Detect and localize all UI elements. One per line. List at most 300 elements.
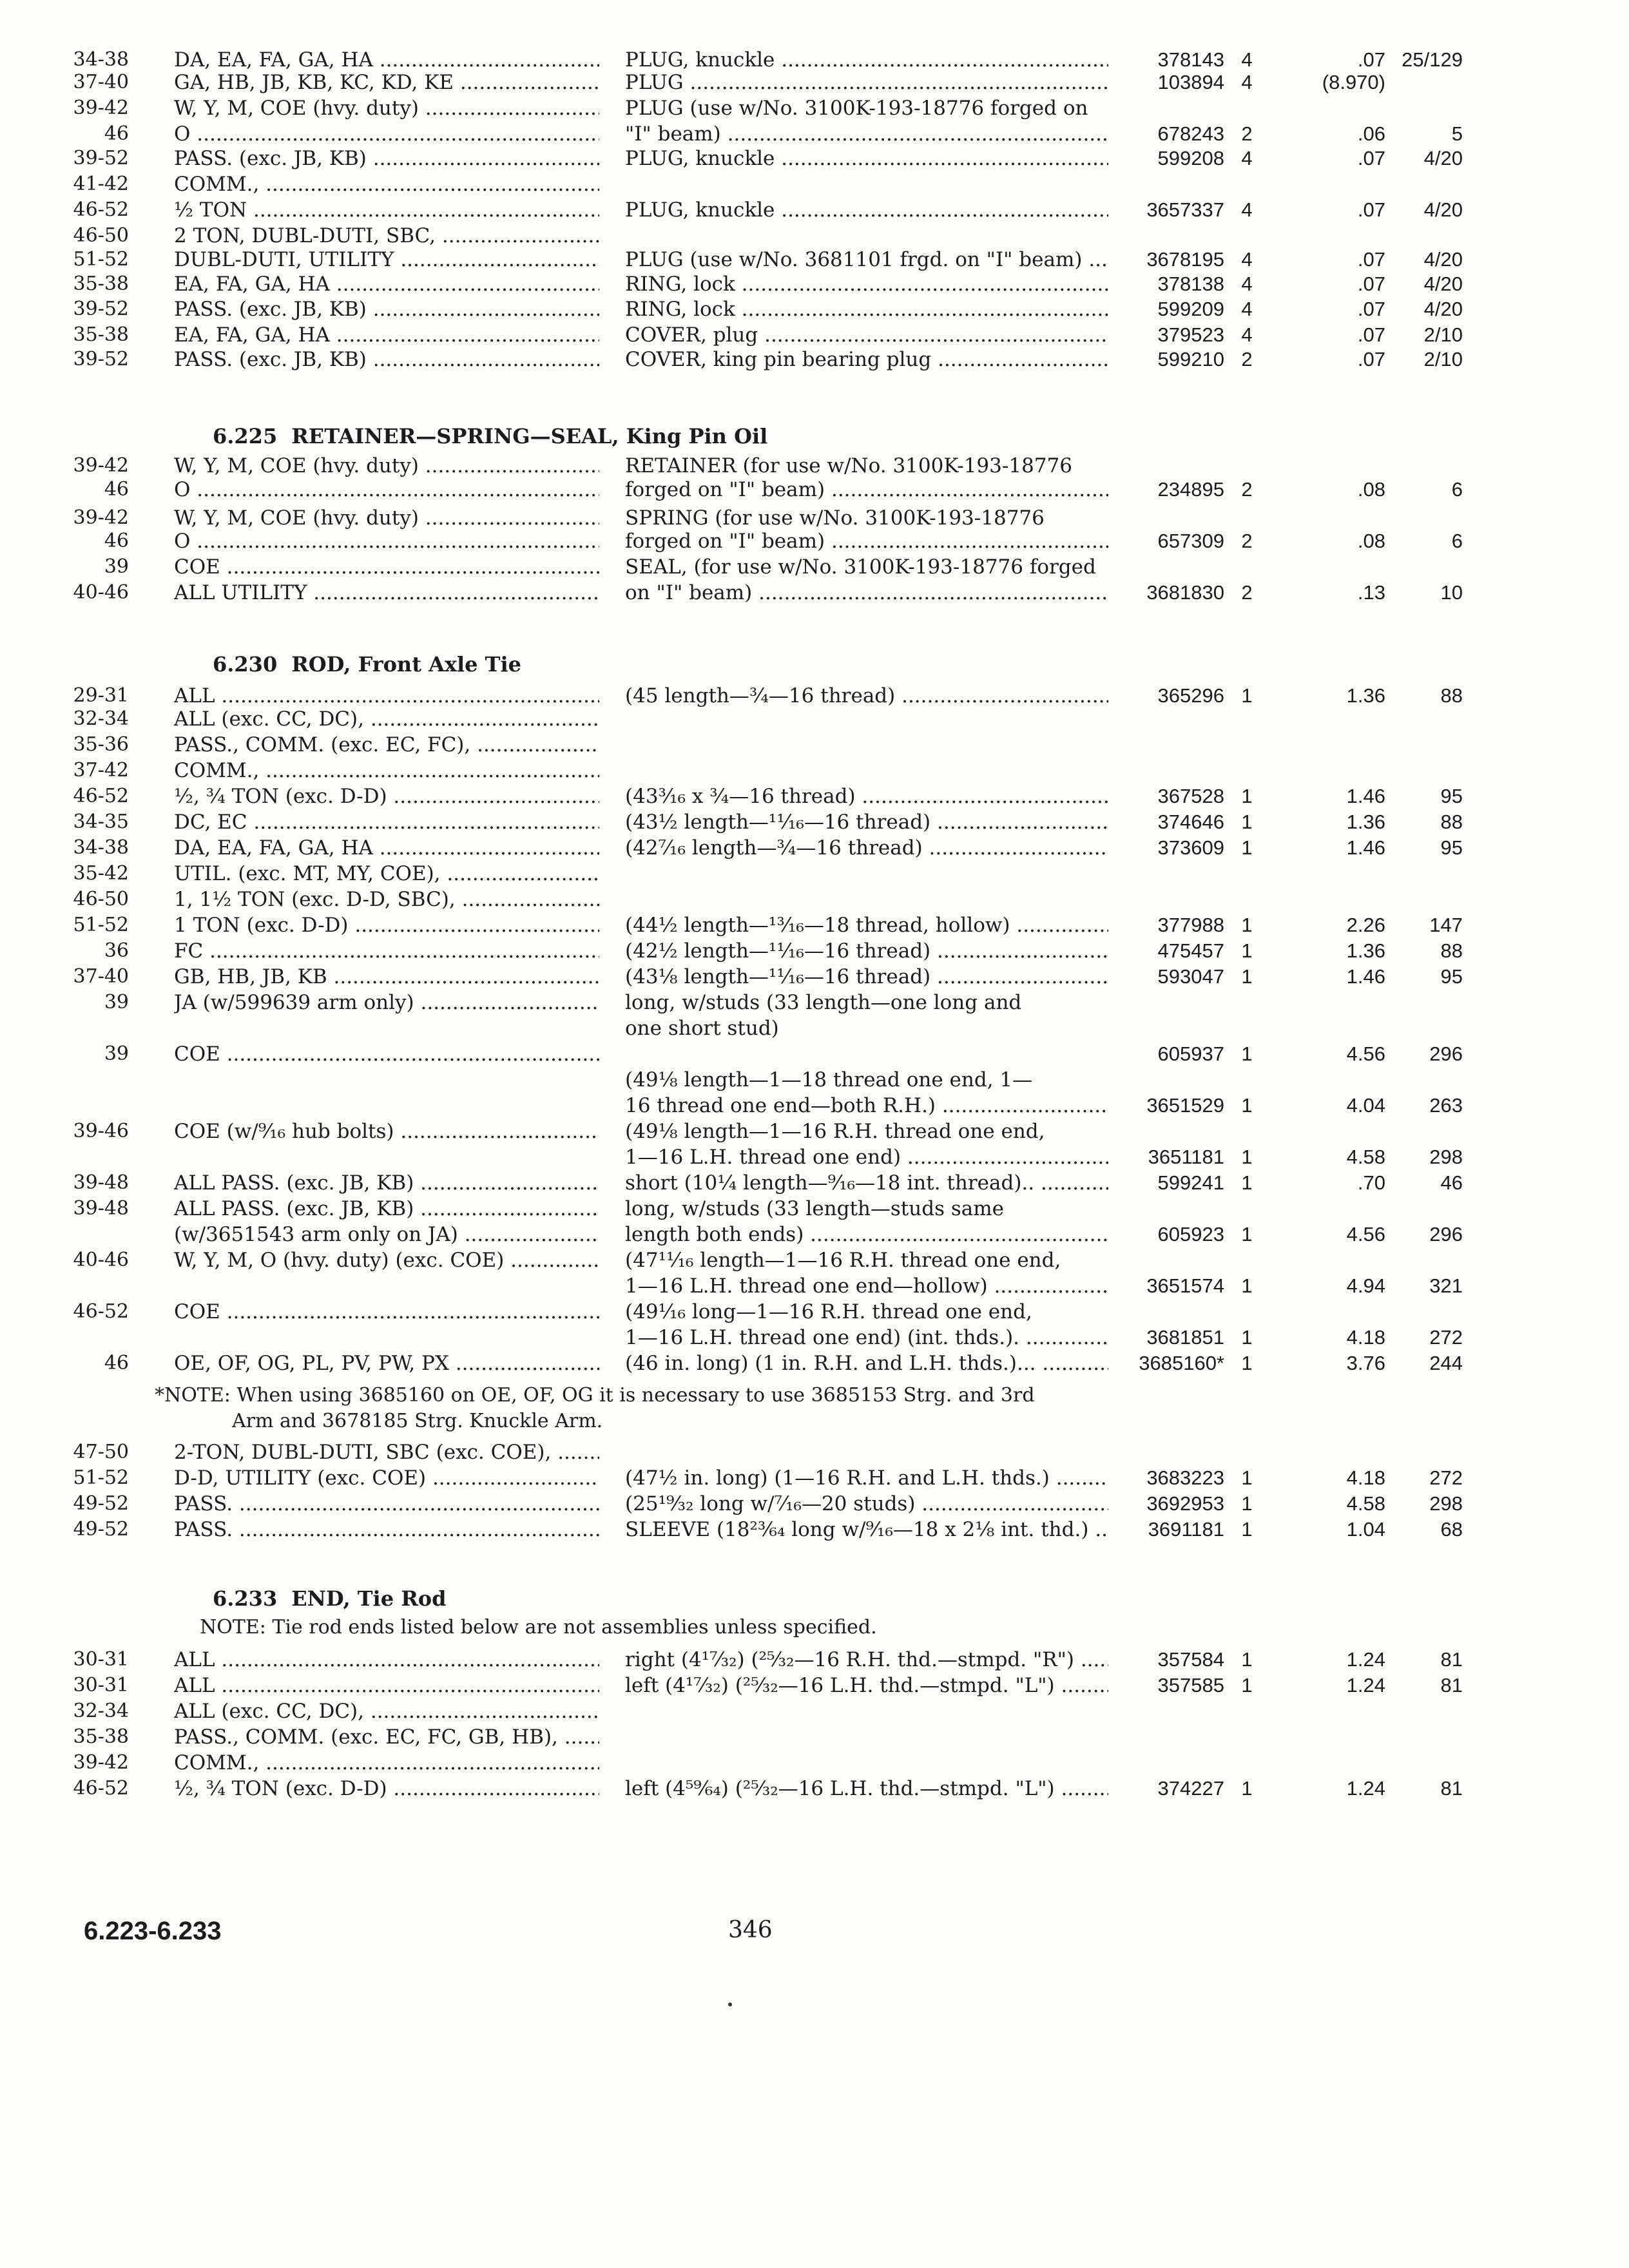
part-description: (44½ length—¹³⁄₁₆—18 thread, hollow) ..... — [625, 914, 1108, 937]
model-applications: ALL PASS. (exc. JB, KB) ..... — [174, 1171, 599, 1195]
model-years: 49-52 — [73, 1518, 129, 1541]
weight: 2.26 — [1346, 914, 1385, 936]
model-years: 39-48 — [73, 1171, 129, 1194]
part-number: 374646 — [1157, 811, 1224, 833]
model-years: 46 — [104, 478, 129, 501]
model-years: 34-38 — [73, 48, 129, 71]
model-years: 46-52 — [73, 1300, 129, 1323]
price: 244 — [1429, 1352, 1463, 1374]
quantity: 1 — [1241, 965, 1253, 988]
parts-row — [0, 965, 1629, 994]
part-number: 374227 — [1157, 1777, 1224, 1800]
quantity: 1 — [1241, 1674, 1253, 1696]
model-applications: DA, EA, FA, GA, HA ..... — [174, 48, 599, 72]
part-number: 593047 — [1157, 965, 1224, 988]
model-applications: W, Y, M, O (hvy. duty) (exc. COE) ..... — [174, 1249, 599, 1272]
model-applications: COE ..... — [174, 555, 599, 579]
part-description: (43⅛ length—¹¹⁄₁₆—16 thread) ..... — [625, 965, 1108, 988]
weight: 1.24 — [1346, 1648, 1385, 1671]
model-applications: W, Y, M, COE (hvy. duty) ..... — [174, 97, 599, 120]
quantity: 1 — [1241, 1326, 1253, 1349]
section-title: END, Tie Rod — [291, 1586, 447, 1611]
weight: .07 — [1357, 48, 1385, 71]
price: 4/20 — [1423, 273, 1463, 295]
quantity: 4 — [1241, 198, 1253, 221]
model-years: 35-36 — [73, 733, 129, 756]
parts-row — [0, 1043, 1629, 1071]
weight: 1.36 — [1346, 811, 1385, 833]
part-number: 357584 — [1157, 1648, 1224, 1671]
parts-row — [0, 811, 1629, 839]
model-years: 36 — [104, 939, 129, 962]
parts-row — [0, 298, 1629, 326]
price: 4/20 — [1423, 298, 1463, 320]
quantity: 1 — [1241, 1518, 1253, 1541]
part-number: 378138 — [1157, 273, 1224, 295]
price: 6 — [1451, 478, 1463, 501]
model-years: 30-31 — [73, 1648, 129, 1671]
weight: .07 — [1357, 198, 1385, 221]
price: 88 — [1440, 684, 1463, 707]
quantity: 4 — [1241, 273, 1253, 295]
quantity: 4 — [1241, 71, 1253, 93]
price: 263 — [1429, 1094, 1463, 1117]
parts-row — [0, 1492, 1629, 1521]
model-applications: PASS. (exc. JB, KB) ..... — [174, 147, 599, 170]
part-number: 103894 — [1157, 71, 1224, 93]
quantity: 2 — [1241, 478, 1253, 501]
part-description: short (10¼ length—⁹⁄₁₆—18 int. thread).. ..... — [625, 1171, 1108, 1195]
quantity: 1 — [1241, 1274, 1253, 1297]
part-description: (49¹⁄₁₆ long—1—16 R.H. thread one end, — [625, 1300, 1032, 1323]
price: 88 — [1440, 811, 1463, 833]
model-years: 51-52 — [73, 1466, 129, 1489]
model-years: 34-38 — [73, 836, 129, 859]
parts-row — [0, 97, 1629, 125]
section-number: 6.225 — [213, 424, 278, 448]
model-years: 39-42 — [73, 1751, 129, 1774]
model-years: 37-40 — [73, 71, 129, 93]
part-number: 3685160* — [1139, 1352, 1224, 1374]
model-years: 30-31 — [73, 1674, 129, 1696]
part-number: 357585 — [1157, 1674, 1224, 1696]
price: 272 — [1429, 1326, 1463, 1349]
quantity: 4 — [1241, 48, 1253, 71]
section-title: RETAINER—SPRING—SEAL, King Pin Oil — [291, 424, 768, 448]
price: 296 — [1429, 1223, 1463, 1245]
part-description: SLEEVE (18²³⁄₆₄ long w/⁹⁄₁₆—18 x 2⅛ int. thd.) ..... — [625, 1518, 1108, 1541]
price: 2/10 — [1423, 323, 1463, 346]
part-description: right (4¹⁷⁄₃₂) (²⁵⁄₃₂—16 R.H. thd.—stmpd. "R") ..... — [625, 1648, 1108, 1671]
parts-row — [0, 1171, 1629, 1200]
weight: 1.46 — [1346, 965, 1385, 988]
model-applications: COE ..... — [174, 1043, 599, 1066]
parts-row — [0, 991, 1629, 1019]
part-number: 373609 — [1157, 836, 1224, 859]
model-applications: 1 TON (exc. D-D) ..... — [174, 914, 599, 937]
parts-row — [0, 888, 1629, 916]
model-applications: O ..... — [174, 478, 599, 501]
quantity: 1 — [1241, 1648, 1253, 1671]
quantity: 1 — [1241, 1223, 1253, 1245]
model-years: 49-52 — [73, 1492, 129, 1515]
price: 2/10 — [1423, 348, 1463, 370]
quantity: 1 — [1241, 684, 1253, 707]
model-applications: ½ TON ..... — [174, 198, 599, 222]
model-years: 39-52 — [73, 147, 129, 169]
quantity: 1 — [1241, 836, 1253, 859]
model-years: 46-52 — [73, 198, 129, 221]
price: 298 — [1429, 1492, 1463, 1515]
part-number: 365296 — [1157, 684, 1224, 707]
model-years: 46 — [104, 122, 129, 145]
weight: 1.36 — [1346, 684, 1385, 707]
part-description: (45 length—¾—16 thread) ..... — [625, 684, 1108, 707]
parts-row — [0, 1068, 1629, 1097]
part-description: RING, lock ..... — [625, 273, 1108, 296]
model-applications: ½, ¾ TON (exc. D-D) ..... — [174, 1777, 599, 1800]
quantity: 2 — [1241, 122, 1253, 145]
parts-row — [0, 862, 1629, 890]
section-heading — [213, 424, 767, 448]
model-applications: DA, EA, FA, GA, HA ..... — [174, 836, 599, 860]
weight: 4.58 — [1346, 1146, 1385, 1168]
parts-row — [0, 1518, 1629, 1546]
part-description: (47¹¹⁄₁₆ length—1—16 R.H. thread one end, — [625, 1249, 1061, 1272]
part-description: PLUG, knuckle ..... — [625, 48, 1108, 72]
parts-row — [0, 1274, 1629, 1303]
weight: .07 — [1357, 273, 1385, 295]
part-description: (49⅛ length—1—16 R.H. thread one end, — [625, 1120, 1045, 1143]
part-number: 475457 — [1157, 939, 1224, 962]
weight: .70 — [1357, 1171, 1385, 1194]
parts-row — [0, 1725, 1629, 1754]
model-applications: (w/3651543 arm only on JA) ..... — [174, 1223, 599, 1246]
model-years: 39-42 — [73, 97, 129, 119]
model-applications: ALL (exc. CC, DC), ..... — [174, 1700, 599, 1723]
model-years: 39-46 — [73, 1120, 129, 1142]
model-years: 47-50 — [73, 1441, 129, 1463]
model-applications: W, Y, M, COE (hvy. duty) ..... — [174, 454, 599, 477]
weight: .07 — [1357, 248, 1385, 271]
weight: .07 — [1357, 323, 1385, 346]
part-description: PLUG (use w/No. 3681101 frgd. on "I" beam) ..... — [625, 248, 1108, 271]
part-number: 367528 — [1157, 785, 1224, 807]
parts-row — [0, 1120, 1629, 1148]
part-description: on "I" beam) ..... — [625, 581, 1108, 604]
part-description: (46 in. long) (1 in. R.H. and L.H. thds.)... ..... — [625, 1352, 1108, 1375]
part-number: 678243 — [1157, 122, 1224, 145]
section-number: 6.230 — [213, 652, 278, 677]
model-applications: DUBL-DUTI, UTILITY ..... — [174, 248, 599, 271]
model-applications: DC, EC ..... — [174, 811, 599, 834]
part-description: SEAL, (for use w/No. 3100K-193-18776 forged — [625, 555, 1096, 579]
weight: .08 — [1357, 478, 1385, 501]
model-years: 37-42 — [73, 759, 129, 782]
quantity: 4 — [1241, 323, 1253, 346]
part-description: 16 thread one end—both R.H.) ..... — [625, 1094, 1108, 1117]
model-years: 51-52 — [73, 248, 129, 271]
part-description: COVER, king pin bearing plug ..... — [625, 348, 1108, 371]
parts-row — [0, 555, 1629, 584]
parts-row — [0, 759, 1629, 787]
model-years: 35-42 — [73, 862, 129, 885]
model-applications: FC ..... — [174, 939, 599, 963]
model-applications: 1, 1½ TON (exc. D-D, SBC), ..... — [174, 888, 599, 911]
model-years: 39-42 — [73, 506, 129, 529]
weight: 1.46 — [1346, 836, 1385, 859]
model-years: 29-31 — [73, 684, 129, 707]
parts-row — [0, 581, 1629, 610]
weight: 1.24 — [1346, 1777, 1385, 1800]
weight: .08 — [1357, 530, 1385, 552]
parts-row — [0, 1197, 1629, 1225]
model-years: 34-35 — [73, 811, 129, 833]
parts-row — [0, 1223, 1629, 1251]
scan-speck — [728, 2003, 732, 2006]
part-number: 378143 — [1157, 48, 1224, 71]
price: 272 — [1429, 1466, 1463, 1489]
part-description: RING, lock ..... — [625, 298, 1108, 321]
part-number: 3692953 — [1146, 1492, 1224, 1515]
part-number: 3657337 — [1146, 198, 1224, 221]
part-number: 377988 — [1157, 914, 1224, 936]
model-applications: UTIL. (exc. MT, MY, COE), ..... — [174, 862, 599, 885]
model-applications: JA (w/599639 arm only) ..... — [174, 991, 599, 1014]
parts-row — [0, 348, 1629, 376]
model-applications: ALL UTILITY ..... — [174, 581, 599, 604]
parts-row — [0, 707, 1629, 736]
part-description: long, w/studs (33 length—studs same — [625, 1197, 1004, 1220]
model-years: 35-38 — [73, 1725, 129, 1748]
model-applications: EA, FA, GA, HA ..... — [174, 273, 599, 296]
weight: .06 — [1357, 122, 1385, 145]
weight: 1.36 — [1346, 939, 1385, 962]
footnote-line: Arm and 3678185 Strg. Knuckle Arm. — [232, 1410, 603, 1432]
weight: .13 — [1357, 581, 1385, 604]
price: 321 — [1429, 1274, 1463, 1297]
parts-row — [0, 1017, 1629, 1045]
model-years: 40-46 — [73, 1249, 129, 1271]
section-heading — [213, 1586, 447, 1611]
parts-row — [0, 1648, 1629, 1677]
model-years: 35-38 — [73, 323, 129, 346]
part-number: 605923 — [1157, 1223, 1224, 1245]
section-number: 6.233 — [213, 1586, 278, 1611]
weight: .07 — [1357, 147, 1385, 169]
model-applications: COMM., ..... — [174, 173, 599, 196]
part-description: long, w/studs (33 length—one long and — [625, 991, 1022, 1014]
part-number: 605937 — [1157, 1043, 1224, 1065]
part-description: COVER, plug ..... — [625, 323, 1108, 347]
model-applications: 2 TON, DUBL-DUTI, SBC, ..... — [174, 224, 599, 247]
parts-row — [0, 914, 1629, 942]
parts-row — [0, 939, 1629, 968]
model-years: 46-52 — [73, 1777, 129, 1800]
model-years: 46-52 — [73, 785, 129, 807]
weight: (8.970) — [1322, 71, 1385, 93]
model-years: 39 — [104, 1043, 129, 1065]
parts-row — [0, 1326, 1629, 1354]
price: 68 — [1440, 1518, 1463, 1541]
quantity: 1 — [1241, 1043, 1253, 1065]
part-description: (42½ length—¹¹⁄₁₆—16 thread) ..... — [625, 939, 1108, 963]
parts-row — [0, 1352, 1629, 1380]
model-years: 35-38 — [73, 273, 129, 295]
price: 81 — [1440, 1648, 1463, 1671]
weight: 1.46 — [1346, 785, 1385, 807]
part-description: (47½ in. long) (1—16 R.H. and L.H. thds.) ..... — [625, 1466, 1108, 1490]
model-applications: PASS., COMM. (exc. EC, FC), ..... — [174, 733, 599, 756]
quantity: 1 — [1241, 939, 1253, 962]
price: 296 — [1429, 1043, 1463, 1065]
quantity: 2 — [1241, 530, 1253, 552]
price: 147 — [1429, 914, 1463, 936]
model-years: 39 — [104, 991, 129, 1014]
parts-row — [0, 1094, 1629, 1122]
weight: 1.24 — [1346, 1674, 1385, 1696]
part-description: SPRING (for use w/No. 3100K-193-18776 — [625, 506, 1045, 530]
model-applications: O ..... — [174, 530, 599, 553]
quantity: 1 — [1241, 1094, 1253, 1117]
parts-row — [0, 71, 1629, 99]
quantity: 4 — [1241, 147, 1253, 169]
model-applications: OE, OF, OG, PL, PV, PW, PX ..... — [174, 1352, 599, 1375]
part-number: 3678195 — [1146, 248, 1224, 271]
quantity: 1 — [1241, 1777, 1253, 1800]
weight: .07 — [1357, 298, 1385, 320]
part-description: (49⅛ length—1—18 thread one end, 1— — [625, 1068, 1033, 1091]
part-number: 3681830 — [1146, 581, 1224, 604]
model-years: 46 — [104, 530, 129, 552]
model-applications: O ..... — [174, 122, 599, 146]
part-description: PLUG ..... — [625, 71, 1108, 94]
footnote-line: *NOTE: When using 3685160 on OE, OF, OG it is necessary to use 3685153 Strg. and 3rd — [155, 1384, 1035, 1407]
model-years: 39-48 — [73, 1197, 129, 1220]
part-number: 599209 — [1157, 298, 1224, 320]
part-description: (42⁷⁄₁₆ length—¾—16 thread) ..... — [625, 836, 1108, 860]
model-applications: GB, HB, JB, KB ..... — [174, 965, 599, 988]
model-applications: ALL (exc. CC, DC), ..... — [174, 707, 599, 731]
model-applications: COMM., ..... — [174, 759, 599, 782]
part-description: (25¹⁹⁄₃₂ long w/⁷⁄₁₆—20 studs) ..... — [625, 1492, 1108, 1515]
section-note: NOTE: Tie rod ends listed below are not assemblies unless specified. — [200, 1616, 877, 1639]
part-description: 1—16 L.H. thread one end) (int. thds.). ..... — [625, 1326, 1108, 1349]
model-applications: 2-TON, DUBL-DUTI, SBC (exc. COE), ..... — [174, 1441, 599, 1464]
price: 298 — [1429, 1146, 1463, 1168]
part-number: 3651529 — [1146, 1094, 1224, 1117]
price: 10 — [1440, 581, 1463, 604]
model-years: 39-52 — [73, 348, 129, 370]
parts-row — [0, 198, 1629, 227]
parts-row — [0, 173, 1629, 201]
quantity: 2 — [1241, 581, 1253, 604]
part-description: PLUG, knuckle ..... — [625, 147, 1108, 170]
model-applications: ½, ¾ TON (exc. D-D) ..... — [174, 785, 599, 808]
part-description: left (4⁵⁹⁄₆₄) (²⁵⁄₃₂—16 L.H. thd.—stmpd. "L") ..... — [625, 1777, 1108, 1800]
price: 46 — [1440, 1171, 1463, 1194]
weight: .07 — [1357, 348, 1385, 370]
parts-row — [0, 1146, 1629, 1174]
parts-row — [0, 1441, 1629, 1469]
price: 4/20 — [1423, 147, 1463, 169]
model-applications: PASS. (exc. JB, KB) ..... — [174, 298, 599, 321]
quantity: 1 — [1241, 1466, 1253, 1489]
model-years: 46-50 — [73, 224, 129, 247]
section-range: 6.223-6.233 — [84, 1917, 222, 1945]
model-applications: D-D, UTILITY (exc. COE) ..... — [174, 1466, 599, 1490]
parts-row — [0, 478, 1629, 506]
weight: 3.76 — [1346, 1352, 1385, 1374]
price: 95 — [1440, 785, 1463, 807]
parts-row — [0, 147, 1629, 175]
model-years: 51-52 — [73, 914, 129, 936]
page-number: 346 — [728, 1917, 773, 1943]
part-description: one short stud) — [625, 1017, 779, 1040]
model-years: 37-40 — [73, 965, 129, 988]
model-applications: ALL ..... — [174, 684, 599, 707]
price: 95 — [1440, 965, 1463, 988]
model-years: 39 — [104, 555, 129, 578]
weight: 4.56 — [1346, 1043, 1385, 1065]
model-years: 46-50 — [73, 888, 129, 910]
model-applications: PASS., COMM. (exc. EC, FC, GB, HB), ..... — [174, 1725, 599, 1749]
part-description: (43³⁄₁₆ x ¾—16 thread) ..... — [625, 785, 1108, 808]
model-applications: PASS. (exc. JB, KB) ..... — [174, 348, 599, 371]
part-description: 1—16 L.H. thread one end—hollow) ..... — [625, 1274, 1108, 1298]
part-number: 599208 — [1157, 147, 1224, 169]
parts-row — [0, 1466, 1629, 1495]
model-applications: PASS. ..... — [174, 1518, 599, 1541]
parts-row — [0, 1249, 1629, 1277]
weight: 4.56 — [1346, 1223, 1385, 1245]
parts-row — [0, 785, 1629, 813]
part-description: (43½ length—¹¹⁄₁₆—16 thread) ..... — [625, 811, 1108, 834]
weight: 4.18 — [1346, 1466, 1385, 1489]
price: 5 — [1451, 122, 1463, 145]
price: 6 — [1451, 530, 1463, 552]
parts-row — [0, 836, 1629, 865]
parts-row — [0, 273, 1629, 301]
model-applications: COMM., ..... — [174, 1751, 599, 1774]
model-applications: COE ..... — [174, 1300, 599, 1323]
parts-row — [0, 1674, 1629, 1702]
quantity: 4 — [1241, 248, 1253, 271]
parts-row — [0, 530, 1629, 558]
weight: 4.94 — [1346, 1274, 1385, 1297]
quantity: 1 — [1241, 1171, 1253, 1194]
part-number: 599241 — [1157, 1171, 1224, 1194]
model-years: 40-46 — [73, 581, 129, 604]
quantity: 2 — [1241, 348, 1253, 370]
parts-row — [0, 733, 1629, 762]
part-description: "I" beam) ..... — [625, 122, 1108, 146]
quantity: 1 — [1241, 811, 1253, 833]
price: 81 — [1440, 1777, 1463, 1800]
weight: 4.04 — [1346, 1094, 1385, 1117]
price: 81 — [1440, 1674, 1463, 1696]
parts-row — [0, 1751, 1629, 1780]
model-years: 39-42 — [73, 454, 129, 477]
part-description: forged on "I" beam) ..... — [625, 530, 1108, 553]
part-number: 3683223 — [1146, 1466, 1224, 1489]
parts-row — [0, 1777, 1629, 1805]
section-title: ROD, Front Axle Tie — [291, 652, 521, 677]
quantity: 1 — [1241, 1352, 1253, 1374]
price: 4/20 — [1423, 198, 1463, 221]
part-number: 3691181 — [1148, 1518, 1224, 1541]
weight: 1.04 — [1346, 1518, 1385, 1541]
